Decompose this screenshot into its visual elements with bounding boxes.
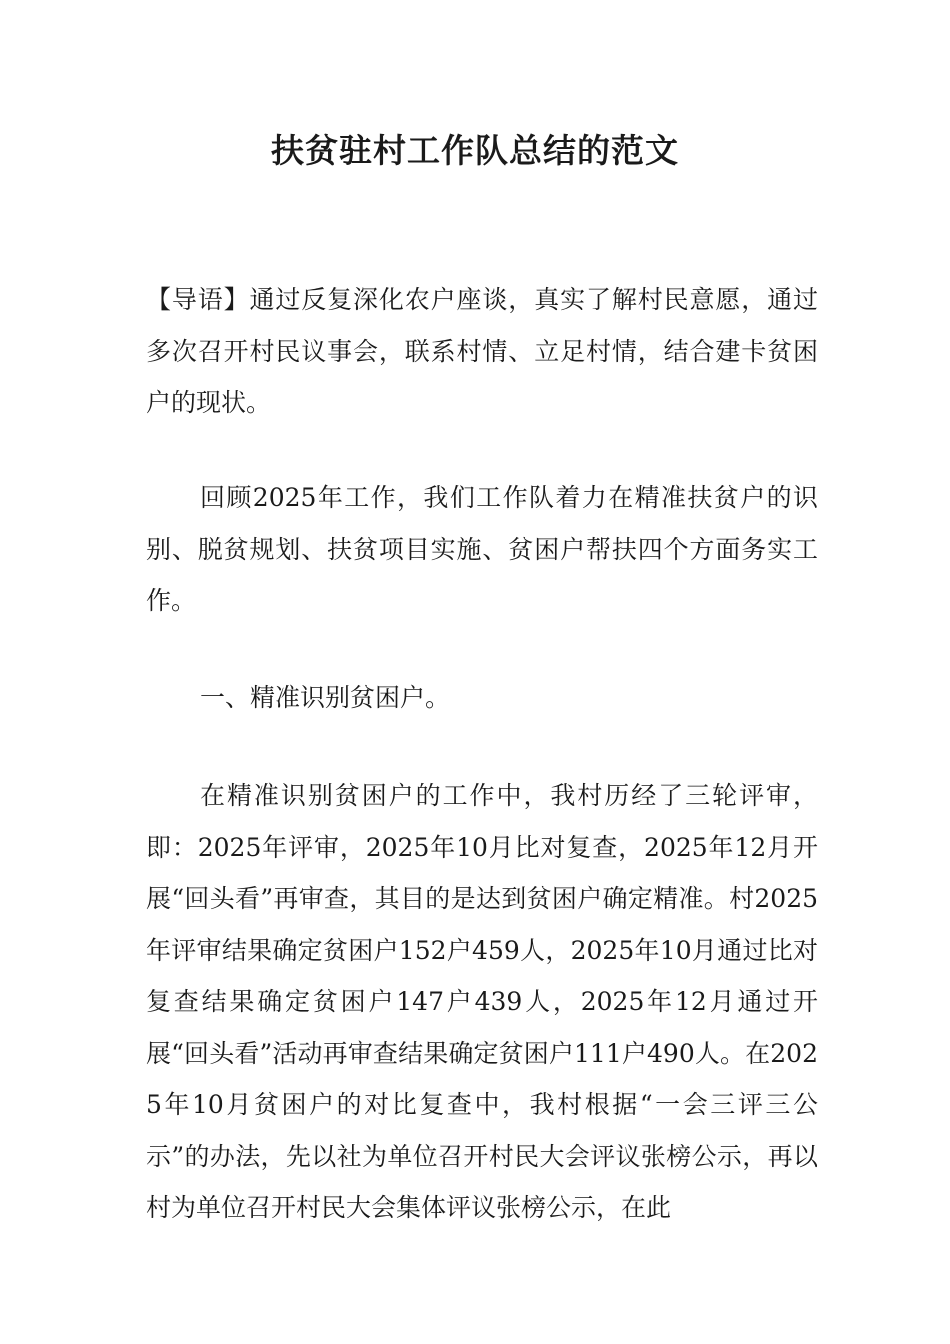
review-paragraph: 回顾2025年工作，我们工作队着力在精准扶贫户的识别、脱贫规划、扶贫项目实施、贫困户帮扶四个方面务实工作。 [146, 483, 818, 615]
body-paragraph: 在精准识别贫困户的工作中，我村历经了三轮评审，即：2025年评审，2025年10月比对复查，2025年12月开展“回头看”再审查，其目的是达到贫困户确定精准。村2025年评审结果确定贫困户152户459人，2025年10月通过比对复查结果确定贫困户147户439人，2025年12月通过开展“回头看”活动再审查结果确定贫困户111户490人。在2025年10月贫困户的对比复查中，我村根据“一会三评三公示”的办法，先以社为单位召开村民大会评议张榜公示，再以村为单位召开村民大会集体评议张榜公示，在此 [146, 781, 818, 1222]
section-heading: 一、精准识别贫困户。 [200, 683, 451, 712]
intro-paragraph: 【导语】通过反复深化农户座谈，真实了解村民意愿，通过多次召开村民议事会，联系村情、立足村情，结合建卡贫困户的现状。 [146, 285, 818, 417]
document-title: 扶贫驻村工作队总结的范文 [271, 131, 679, 170]
